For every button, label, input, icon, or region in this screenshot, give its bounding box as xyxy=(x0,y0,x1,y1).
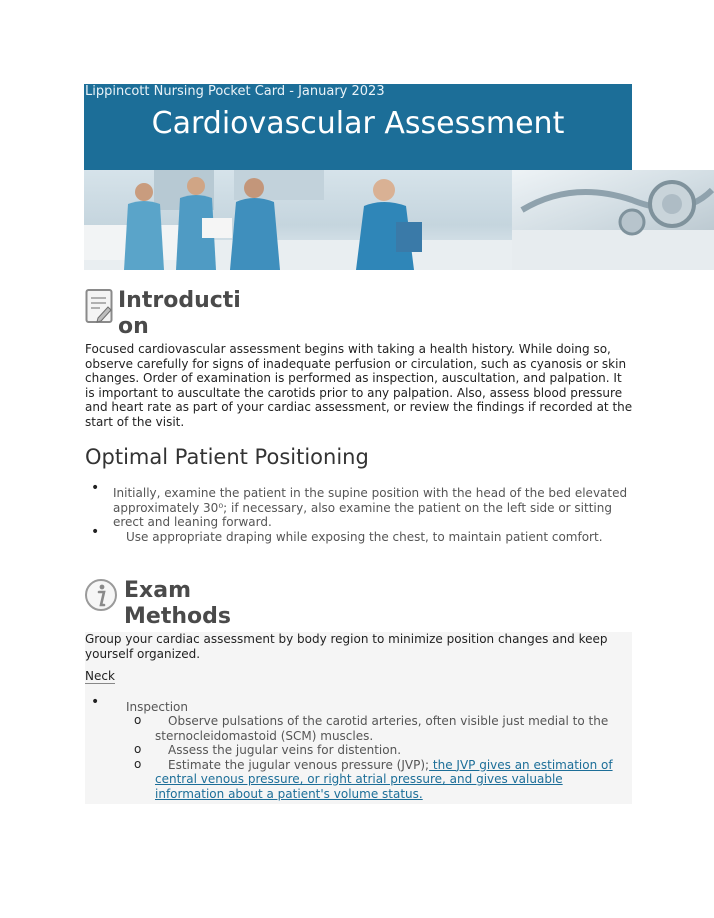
notepad-pencil-icon xyxy=(85,288,115,322)
stethoscope-photo xyxy=(512,170,714,270)
intro-heading: Introducti on xyxy=(118,288,241,339)
positioning-list xyxy=(85,480,633,544)
nurses-photo xyxy=(84,170,512,270)
list-item: o Assess the jugular veins for distention. xyxy=(134,742,402,757)
info-icon xyxy=(85,578,115,612)
card-pretitle: Lippincott Nursing Pocket Card - January 2023 xyxy=(85,84,385,99)
sub-bullet-icon: o xyxy=(134,713,142,727)
neck-label: Neck xyxy=(85,669,115,683)
list-item xyxy=(134,758,630,802)
bullet-icon: • xyxy=(91,480,100,496)
bullet-icon: • xyxy=(91,523,100,540)
intro-paragraph: Focused cardiovascular assessment begins with taking a health history. While doing so, observe carefully for signs of inadequate perfusion or circulation, such as cyanosis or skin changes. Order of examination is performed as inspection, auscultation, and palpation. It is important to auscultate the carotids prior to any palpation. Also, assess blood pressure and heart rate as part of your cardiac assessment, or review the findings if recorded at the start of the visit. xyxy=(85,342,633,429)
exam-paragraph: Group your cardiac assessment by body region to minimize position changes and keep yourself organized. xyxy=(85,632,608,661)
list-item: • Use appropriate draping while exposing the chest, to maintain patient comfort. xyxy=(91,523,603,544)
list-item: • Inspection xyxy=(91,694,188,714)
sub-bullet-icon: o xyxy=(134,756,142,771)
bullet-icon: • xyxy=(91,694,100,710)
positioning-heading: Optimal Patient Positioning xyxy=(85,445,369,469)
page-title: Cardiovascular Assessment xyxy=(151,106,565,141)
sub-bullet-icon: o xyxy=(134,742,142,756)
exam-heading: Exam Methods xyxy=(124,578,231,629)
jvp-text: Estimate the jugular venous pressure (JVP); xyxy=(168,757,430,772)
inspection-sublist xyxy=(134,714,630,801)
exam-list xyxy=(85,694,633,715)
header-photos xyxy=(84,170,714,270)
list-item: • Initially, examine the patient in the supine position with the head of the bed elevated approximately 30⁰; if necessary, also examine the patient on the left side or sitting erect and leaning forward. xyxy=(91,480,628,529)
list-item: o Observe pulsations of the carotid arteries, often visible just medial to the sternocleidomastoid (SCM) muscles. xyxy=(134,713,609,743)
title-banner xyxy=(84,84,632,170)
jvp-info-link[interactable]: the JVP gives an estimation of central venous pressure, or right atrial pressure, and gives valuable information about a patient's volume status. xyxy=(155,757,613,801)
